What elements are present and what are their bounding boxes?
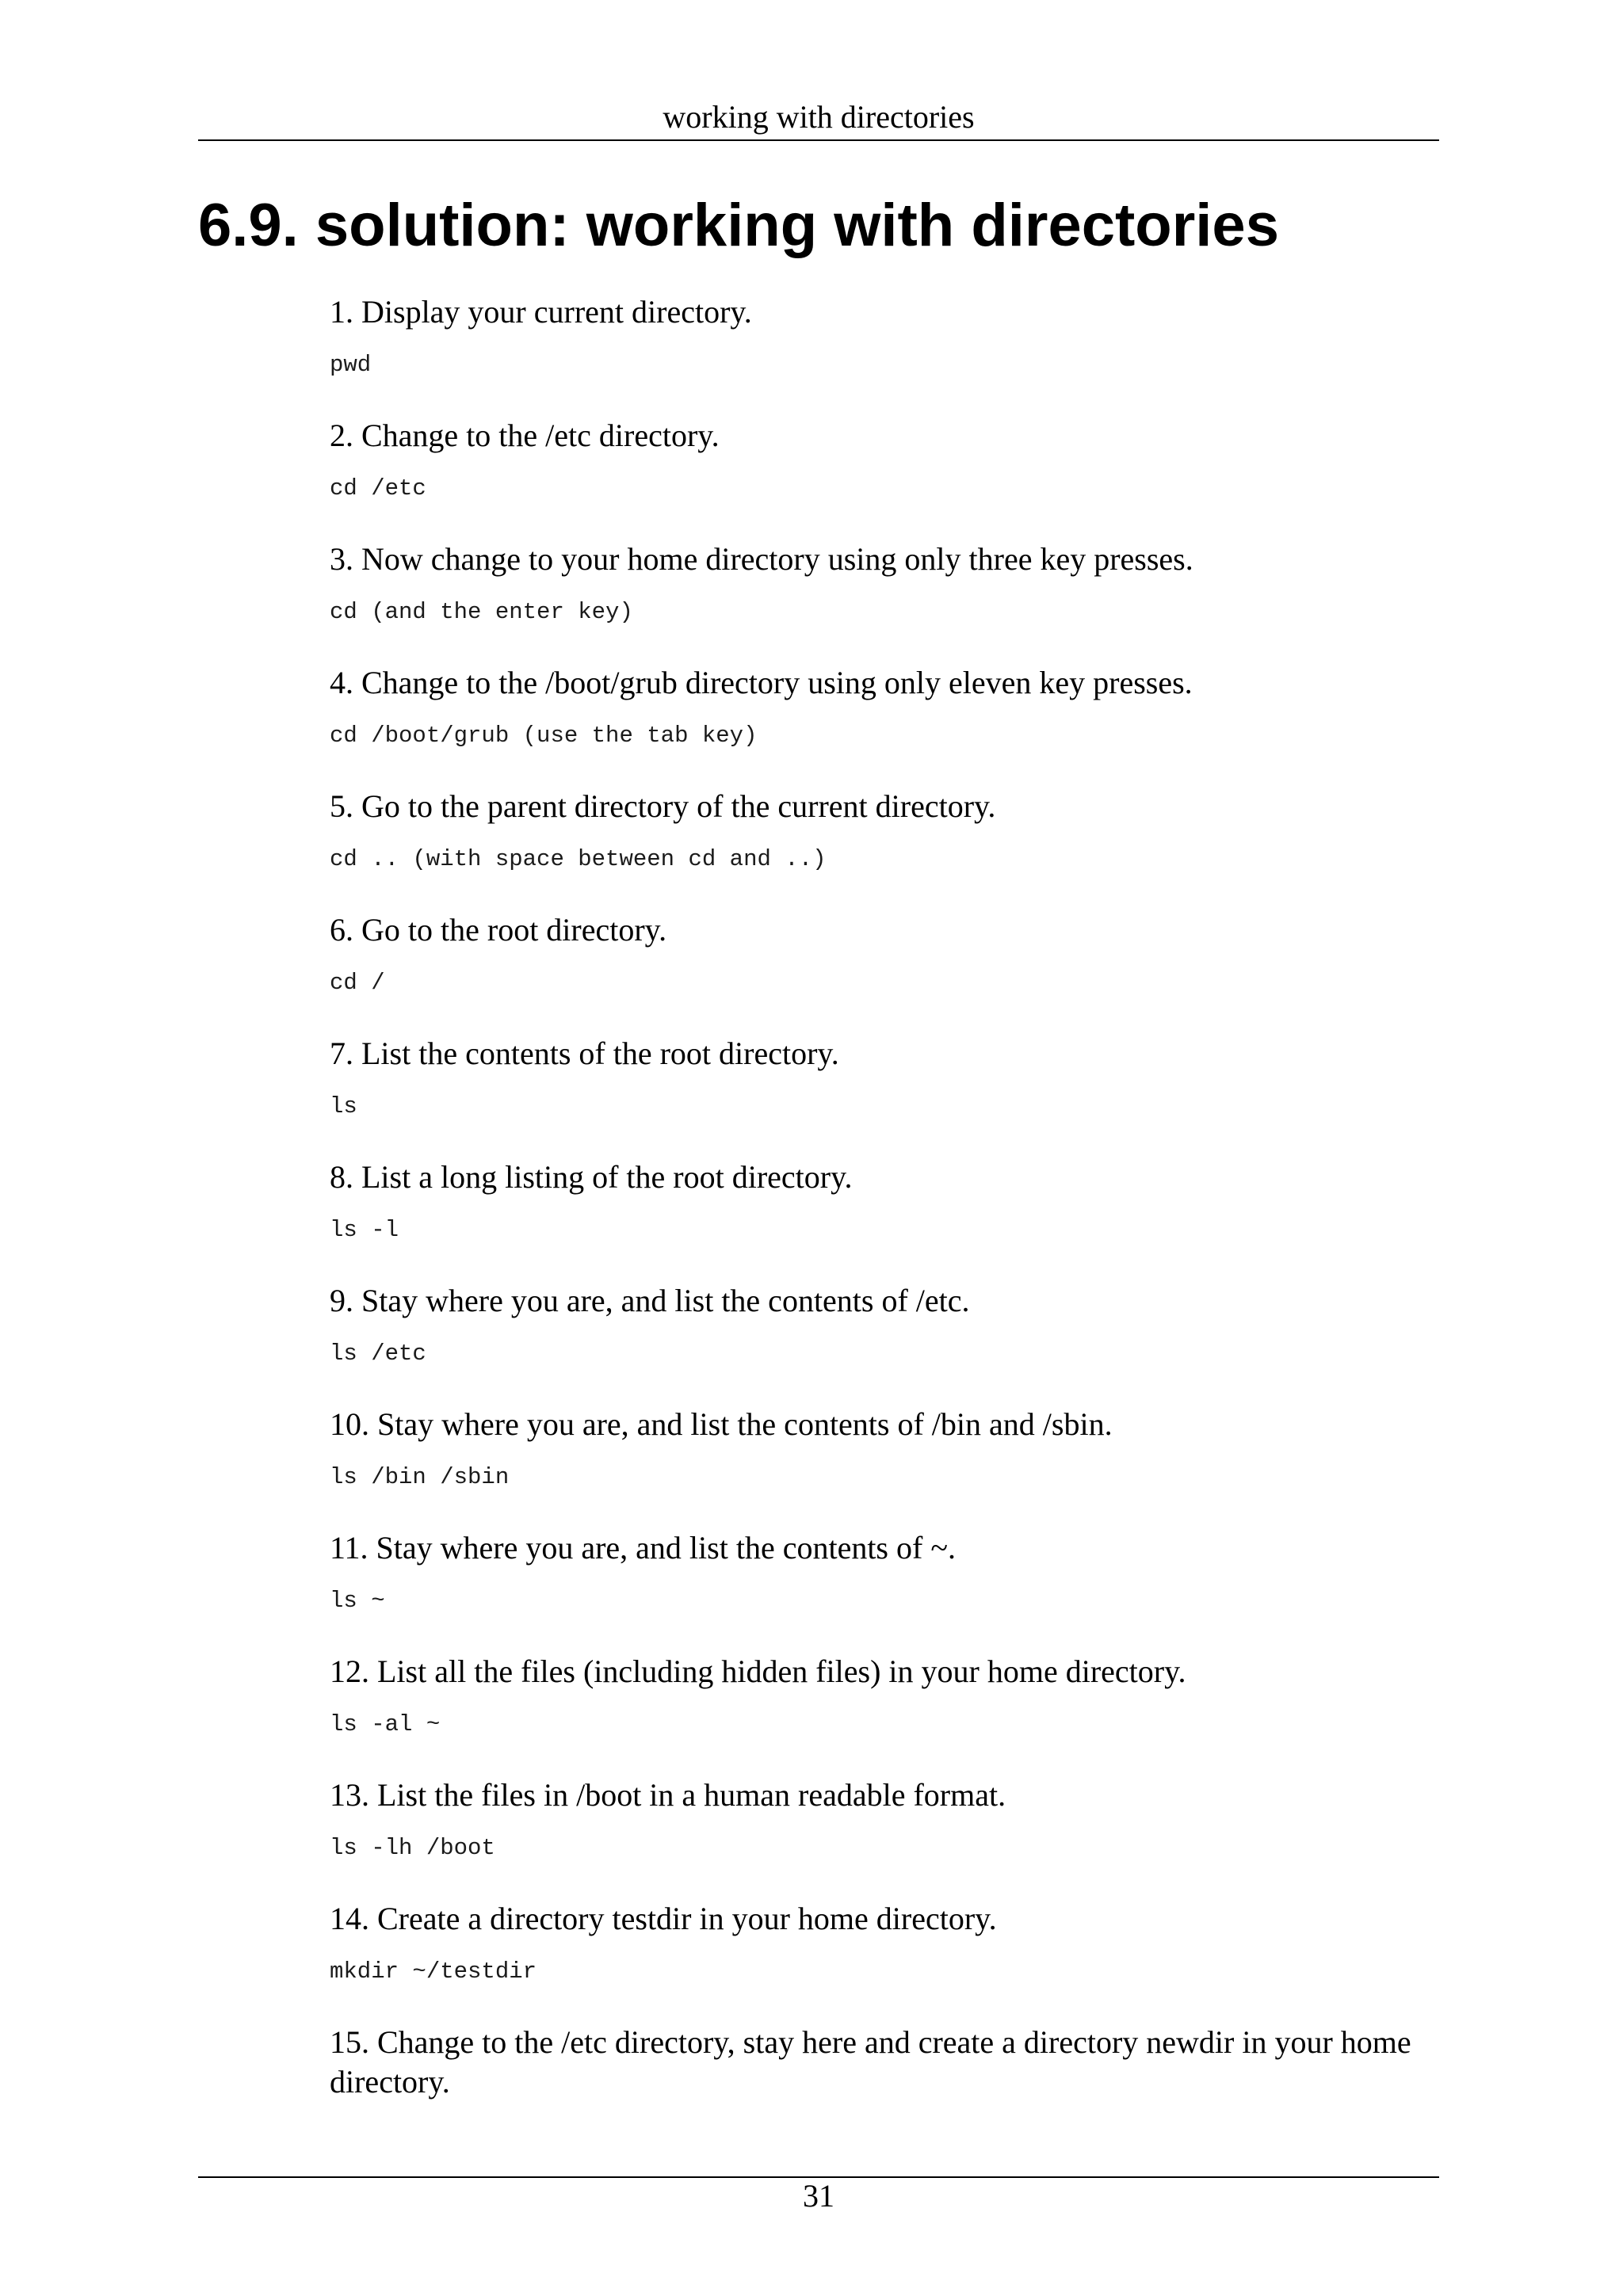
exercise-item xyxy=(330,1158,1439,1281)
exercise-item xyxy=(330,1528,1439,1652)
exercise-answer-command: ls -al ~ xyxy=(330,1711,441,1737)
exercise-question: 13. List the files in /boot in a human readable format. xyxy=(330,1777,1006,1813)
exercise-list xyxy=(330,292,1439,2102)
exercise-item xyxy=(330,540,1439,663)
exercise-answer-command: cd /etc xyxy=(330,475,426,502)
exercise-answer-command: cd (and the enter key) xyxy=(330,599,633,625)
exercise-question: 1. Display your current directory. xyxy=(330,294,752,330)
exercise-answer-command: ls /etc xyxy=(330,1341,426,1367)
header-rule xyxy=(198,139,1439,141)
exercise-question: 3. Now change to your home directory using only three key presses. xyxy=(330,541,1193,577)
exercise-question: 14. Create a directory testdir in your home directory. xyxy=(330,1901,997,1936)
exercise-item xyxy=(330,910,1439,1034)
exercise-item xyxy=(330,787,1439,910)
exercise-answer-command: cd /boot/grub (use the tab key) xyxy=(330,723,758,749)
exercise-answer-command: mkdir ~/testdir xyxy=(330,1958,537,1985)
exercise-item xyxy=(330,2023,1439,2102)
page-number: 31 xyxy=(803,2178,834,2214)
exercise-answer-command: cd .. (with space between cd and ..) xyxy=(330,846,827,872)
exercise-item xyxy=(330,1034,1439,1158)
exercise-item xyxy=(330,1899,1439,2023)
exercise-item xyxy=(330,1405,1439,1528)
exercise-answer-command: ls ~ xyxy=(330,1588,385,1614)
exercise-answer-command: ls -lh /boot xyxy=(330,1835,495,1861)
exercise-question: 5. Go to the parent directory of the current directory. xyxy=(330,788,996,824)
exercise-question: 12. List all the files (including hidden files) in your home directory. xyxy=(330,1653,1186,1689)
exercise-item xyxy=(330,416,1439,540)
exercise-question: 6. Go to the root directory. xyxy=(330,912,667,948)
exercise-answer-command: ls xyxy=(330,1093,357,1119)
exercise-answer-command: cd / xyxy=(330,970,385,996)
exercise-question: 8. List a long listing of the root directory. xyxy=(330,1159,853,1195)
exercise-question: 9. Stay where you are, and list the contents of /etc. xyxy=(330,1283,970,1318)
exercise-item xyxy=(330,1281,1439,1405)
exercise-item xyxy=(330,292,1439,416)
exercise-question: 7. List the contents of the root directory. xyxy=(330,1035,839,1071)
exercise-answer-command: ls /bin /sbin xyxy=(330,1464,510,1490)
exercise-question: 2. Change to the /etc directory. xyxy=(330,418,720,453)
exercise-question: 10. Stay where you are, and list the contents of /bin and /sbin. xyxy=(330,1406,1113,1442)
exercise-item xyxy=(330,663,1439,787)
exercise-question: 4. Change to the /boot/grub directory using only eleven key presses. xyxy=(330,665,1193,700)
exercise-item xyxy=(330,1652,1439,1775)
running-header: working with directories xyxy=(663,99,975,135)
exercise-answer-command: ls -l xyxy=(330,1217,399,1243)
exercise-item xyxy=(330,1775,1439,1899)
exercise-answer-command: pwd xyxy=(330,352,372,378)
section-title: 6.9. solution: working with directories xyxy=(198,192,1279,259)
exercise-question: 15. Change to the /etc directory, stay here and create a directory newdir in your home directory. xyxy=(330,2024,1411,2100)
exercise-question: 11. Stay where you are, and list the contents of ~. xyxy=(330,1530,956,1566)
